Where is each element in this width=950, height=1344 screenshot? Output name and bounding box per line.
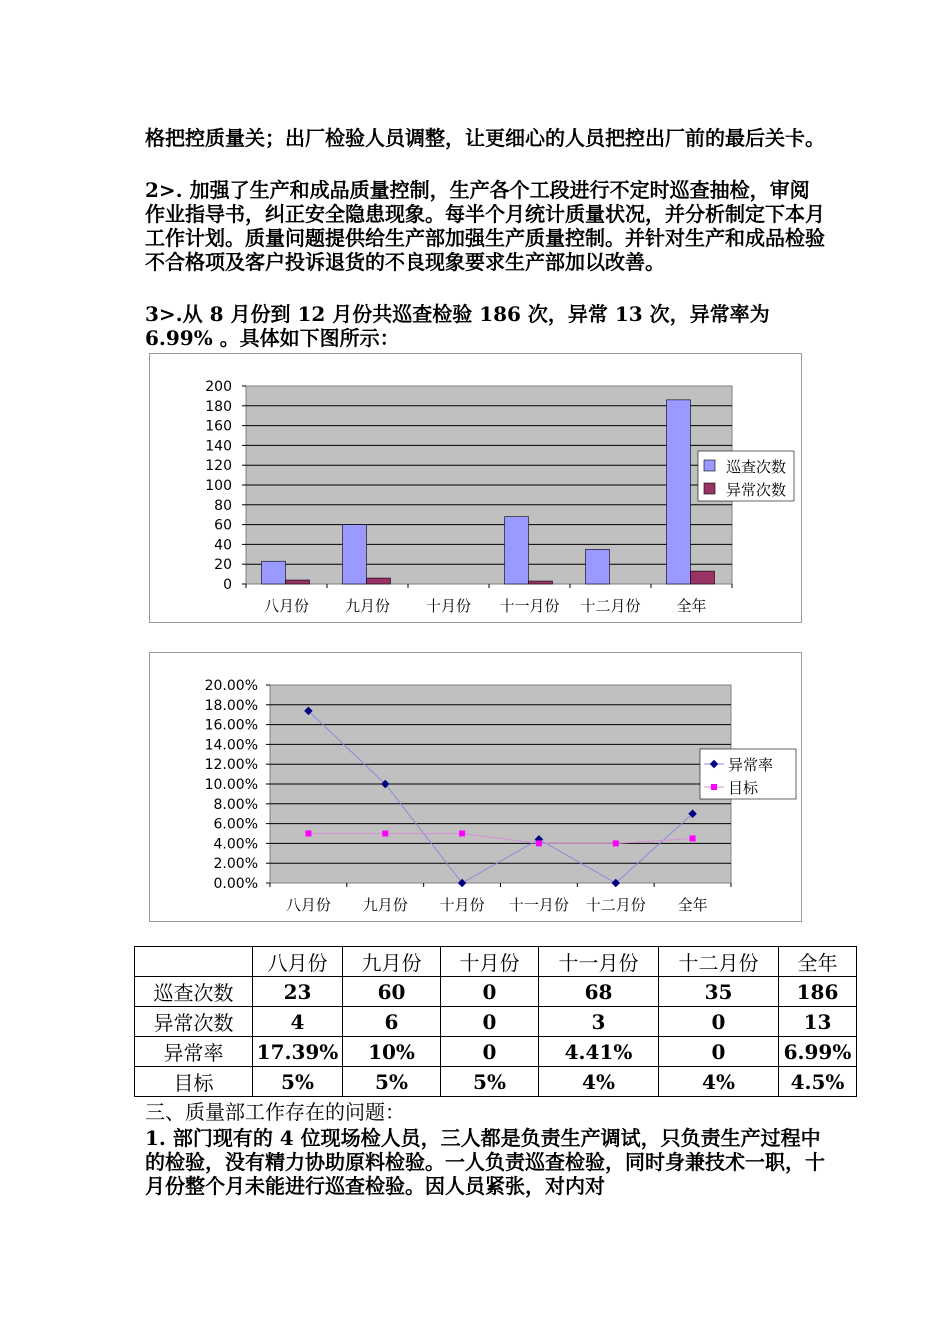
x-tick-label: 十二月份 [580,597,641,615]
table-header-cell: 九月份 [343,947,441,977]
row-label: 异常率 [135,1037,253,1067]
x-tick-label: 八月份 [263,597,310,615]
x-tick-label: 十一月份 [508,896,569,914]
table-cell: 13 [779,1007,857,1037]
y-tick-label: 120 [205,458,232,475]
table-cell: 5% [343,1067,441,1097]
y-tick-label: 60 [214,517,232,534]
table-cell: 0 [441,1037,539,1067]
table-row [135,1037,857,1067]
data-point [459,831,465,837]
table-cell: 60 [343,977,441,1007]
table-cell: 23 [253,977,343,1007]
table-row [135,1067,857,1097]
legend-label: 目标 [728,779,759,797]
y-tick-label: 0 [223,577,232,593]
y-tick-label: 80 [214,497,232,514]
y-tick-label: 20.00% [204,678,258,694]
table-cell: 5% [441,1067,539,1097]
line-chart-frame [149,652,802,922]
x-tick-label: 九月份 [344,597,391,615]
x-tick-label: 九月份 [362,896,408,914]
table-cell: 4 [253,1007,343,1037]
table-cell: 17.39% [253,1037,343,1067]
table-cell: 4% [539,1067,659,1097]
legend-swatch [704,460,715,471]
table-header-cell: 十一月份 [539,947,659,977]
row-label: 巡查次数 [135,977,253,1007]
y-tick-label: 40 [214,537,232,554]
bar [505,517,529,584]
paragraph-staffing-issue: 1. 部门现有的 4 位现场检人员，三人都是负责生产调试，只负责生产过程中的检验，没有精力协助原料检验。一人负责巡查检验，同时身兼技术一职，十月份整个月未能进行巡查检验。因人员紧张，对内对 [145,1126,825,1198]
table-header-cell: 八月份 [253,947,343,977]
legend-label: 异常率 [728,756,774,774]
x-tick-label: 十月份 [425,597,472,615]
y-tick-label: 12.00% [204,757,258,774]
bar [586,549,610,584]
table-header-cell: 全年 [779,947,857,977]
y-tick-label: 4.00% [213,836,258,853]
bar-chart [150,354,801,622]
y-tick-label: 200 [205,379,232,395]
y-tick-label: 180 [205,398,232,415]
table-header-cell: 十月份 [441,947,539,977]
data-point [690,835,696,841]
table-cell: 186 [779,977,857,1007]
y-tick-label: 100 [205,478,232,494]
table-cell: 6 [343,1007,441,1037]
table-header-cell: 十二月份 [659,947,779,977]
section-heading: 三、质量部工作存在的问题： [145,1100,405,1124]
table-header-cell [135,947,253,977]
x-tick-label: 全年 [676,597,707,615]
legend-label: 巡查次数 [726,458,787,476]
paragraph-inspection-summary: 3>.从 8 月份到 12 月份共巡查检验 186 次，异常 13 次，异常率为 6.99% 。具体如下图所示： [145,302,770,350]
data-point [536,840,542,846]
table-cell: 10% [343,1037,441,1067]
bar [529,581,553,584]
y-tick-label: 0.00% [213,876,258,892]
x-tick-label: 八月份 [285,896,331,914]
bar [667,400,691,584]
y-tick-label: 16.00% [204,717,258,734]
data-point [613,840,619,846]
bar [343,525,367,584]
bar-chart-frame [149,353,802,623]
x-tick-label: 十二月份 [585,896,646,914]
legend-swatch [704,483,715,494]
x-tick-label: 十一月份 [499,597,560,615]
table-cell: 68 [539,977,659,1007]
line-chart [150,653,801,921]
bar [262,561,286,584]
y-tick-label: 20 [214,557,232,574]
y-tick-label: 140 [205,438,232,455]
table-cell: 0 [441,1007,539,1037]
bar [286,580,310,584]
paragraph-quality-gate: 格把控质量关；出厂检验人员调整，让更细心的人员把控出厂前的最后关卡。 [145,126,825,150]
y-tick-label: 10.00% [204,777,258,793]
y-tick-label: 14.00% [204,737,258,754]
table-cell: 0 [441,977,539,1007]
row-label: 目标 [135,1067,253,1097]
table-cell: 0 [659,1037,779,1067]
table-row [135,1007,857,1037]
table-row [135,977,857,1007]
table-cell: 6.99% [779,1037,857,1067]
y-tick-label: 2.00% [213,856,258,873]
y-tick-label: 8.00% [213,796,258,813]
legend-label: 异常次数 [726,481,787,499]
y-tick-label: 6.00% [213,816,258,833]
y-tick-label: 160 [205,418,232,435]
bar [367,578,391,584]
table-cell: 3 [539,1007,659,1037]
x-tick-label: 十月份 [439,896,485,914]
table-cell: 4.5% [779,1067,857,1097]
table-cell: 0 [659,1007,779,1037]
paragraph-production-control: 2>. 加强了生产和成品质量控制，生产各个工段进行不定时巡查抽检，审阅作业指导书，纠正安全隐患现象。每半个月统计质量状况，并分析制定下本月工作计划。质量问题提供给生产部加强生产质量控制。并针对生产和成品检验不合格项及客户投诉退货的不良现象要求生产部加以改善。 [145,178,825,274]
data-point [382,831,388,837]
table-cell: 35 [659,977,779,1007]
legend-marker [711,784,717,790]
inspection-table [134,946,857,1097]
y-tick-label: 18.00% [204,697,258,714]
table-cell: 4.41% [539,1037,659,1067]
row-label: 异常次数 [135,1007,253,1037]
table-header-row [135,947,857,977]
bar [691,571,715,584]
data-point [305,831,311,837]
x-tick-label: 全年 [677,896,708,914]
table-cell: 5% [253,1067,343,1097]
table-cell: 4% [659,1067,779,1097]
